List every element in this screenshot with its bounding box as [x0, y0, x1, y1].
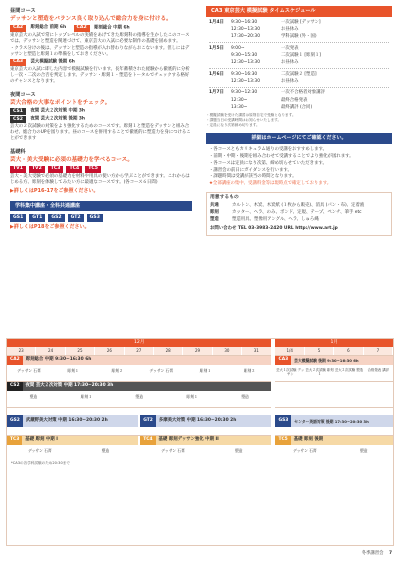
- gs-cta-link[interactable]: ▶詳しくはP18をご参照ください。: [10, 223, 90, 230]
- tag-ca3-text: 芸大模擬試験 後期 6h: [30, 59, 75, 64]
- calendar-body-month2: [275, 355, 393, 459]
- calendar-row-ca3: CA3 芸大模擬試験 後期 9:30~16:30 6h 芸大１次試験 デッサン 芸大２次試験 彫刻１ 芸大２次試験 塑造 合格発表 講評: [275, 355, 393, 381]
- footer: [362, 551, 392, 557]
- tag-tv2: TV2: [29, 166, 45, 173]
- info-list: [206, 144, 392, 191]
- calendar-box: [6, 338, 394, 546]
- tag-cs1-text: 夜間 芸大２次対策 中期 3h: [30, 108, 86, 114]
- schedule-row: 1月4日 9:30~16:30 一次試験 [デッサン]: [209, 19, 321, 25]
- calendar-days1: 23 24 25 26 27 28 29 30 31: [7, 347, 271, 354]
- schedule-row: 17:30~20:30 学科試験 (外・国): [231, 34, 317, 40]
- basic-para: 芸大・美大受験で必須の基礎力を材料や用具の使い方から学ぶことができます。これからはじめる方、彫刻を体験してみたい方に最適なコースです。(各コース６日間): [10, 174, 190, 185]
- info-band: 詳細はホームページにてご確認ください。: [206, 133, 392, 144]
- basic-cta-link[interactable]: ▶詳しくはP16-17をご参照ください。: [10, 187, 99, 194]
- day-para: 東京芸大の入試で常にトップレベルの実績をあげてきた彫刻科の指導を生かしたこのコースでは、デッサンと塑造を関連づけて、東京芸大の入試に必要な制作の基礎を固めます。: [10, 32, 190, 44]
- tag-tc4: TC4: [66, 166, 82, 173]
- tag-gt1: GT1: [29, 214, 45, 221]
- right-column: [206, 6, 392, 236]
- divider: [209, 68, 389, 69]
- basic-tags-row: [10, 166, 192, 173]
- schedule-row: 1月6日 9:30~16:30 二次試験２ [塑造]: [209, 71, 317, 77]
- tag-ca2-b: CA2: [74, 25, 90, 32]
- materials-row: 塑造 塑造用具、塑像用アングル、ヘラ、しゅろ縄: [210, 217, 319, 223]
- tag-ca2-a: CA2: [10, 25, 26, 32]
- calendar-row-cs2: CS2 夜間 芸大２次対策 中期 17:30~20:30 3h 塑造 彫刻１ 塑造 彫刻１ 塑造: [7, 381, 271, 407]
- tag-ca3: CA3: [10, 59, 26, 66]
- tag-gt2: GT2: [68, 214, 84, 221]
- night-tag2-row: [10, 116, 192, 123]
- tag-ca2-a-text: 彫刻総合 前期 6h: [30, 25, 67, 31]
- tag-cs2-text: 夜間 芸大２次対策 後期 3h: [30, 116, 86, 122]
- schedule-title: CA3 東京芸大 模擬試験 タイムスケジュール: [206, 6, 392, 17]
- day-para2: 東京芸大の入試に即した内容で模擬試験を行います。長年蓄積された経験から徹底的に分析し一次・二次の合否を判定します。デッサン・彫刻１・塑造をトータルでチェックする格好のチャンスとなります。: [10, 66, 190, 84]
- day-bullet: ・クラス分けの後は、デッサンと塑造の指導が入れ替わりながらおこないます。但しにはデッサンと塑造と彫刻１の準備をしておきください。: [10, 45, 190, 57]
- info-line: ・各コースは定員になり次第、締め切らせていただきます。: [209, 160, 327, 166]
- tag-tc3: TC3: [48, 166, 64, 173]
- contact-info: お問い合わせ TEL 03-3983-2420 URL http://www.art.jp: [210, 225, 338, 231]
- schedule-row: 12:30~13:30 お昼休み: [231, 78, 299, 84]
- calendar-month2: 1月: [275, 339, 393, 347]
- tag-cs1: CS1: [10, 108, 26, 115]
- tag-gs2: GS2: [48, 214, 64, 221]
- calendar-row-tc3-tc4: TC3 基礎 彫刻 中期 I デッサン 石膏 塑造 TC4 基礎 彫刻デッサン強化 中期 II デッサン 石膏 塑造: [7, 435, 271, 459]
- night-highlight: 芸大合格の大事なポイントをチェック。: [10, 99, 111, 106]
- tag-tc5: TC5: [85, 166, 101, 173]
- tag-ca2-b-text: 彫刻総合 中期 6h: [94, 25, 130, 31]
- materials-row: 彫刻 カッター、ヘラ、のみ、ボンド、定規、テープ、ペンチ、筆手 etc: [210, 209, 362, 215]
- schedule-note: ・課題当日の受講時間はお知らせいたします。: [206, 118, 282, 123]
- left-column: [10, 8, 192, 230]
- schedule-row: 1月5日 9:00~ 一次発表: [209, 45, 299, 51]
- calendar-month2-block: [275, 339, 393, 355]
- calendar-month2-empty: [275, 381, 393, 407]
- materials-title: 用意するもの: [210, 195, 239, 201]
- gs-band: 学科集中講座・全科共通講座: [10, 201, 192, 212]
- calendar-header: [7, 339, 393, 355]
- schedule-row: 9:30~15:30 二次試験１ [彫刻１]: [231, 52, 321, 58]
- tag-gs3: GS3: [87, 214, 103, 221]
- calendar-body: [7, 355, 393, 459]
- schedule-list: [206, 17, 392, 113]
- tag-cs2: CS2: [10, 116, 26, 123]
- info-line: ・各コースともカリキュラム通りの受講をおすすめします。: [209, 146, 327, 152]
- info-line: ★全部講座の集中、受講料金等は現時点で確定しております。: [209, 181, 332, 187]
- divider: [209, 87, 389, 88]
- calendar-note: *CA3の各学科試験のため20:30まで: [11, 460, 70, 465]
- footer-label: 冬季講習会: [361, 551, 384, 557]
- calendar-row-gs2-gt2: GS2 武蔵野美大対策 中期 16:30~20:30 2h GT2 多摩美大対策 中期 16:30~20:30 2h: [7, 407, 271, 435]
- calendar-row-tc5: TC5 基礎 彫刻 後期 デッサン 石膏 塑造: [275, 435, 393, 459]
- divider: [209, 42, 389, 43]
- info-line: ・講習会の前日にガイダンスを行います。: [209, 167, 292, 173]
- night-tag1-row: [10, 108, 192, 115]
- day-highlight: デッサンと塑造をバランス良く取り込んで総合力を身に付ける。: [10, 16, 172, 23]
- basic-highlight: 芸大・美大受験に必須の基礎力を学べるコース。: [10, 157, 133, 164]
- calendar-month1: 12月: [7, 339, 271, 347]
- day-course-heading: 昼間コース: [10, 8, 36, 14]
- tag-tv1: TV1: [10, 166, 26, 173]
- calendar-days2: 1/4 5 6 7: [275, 347, 393, 354]
- basic-course-heading: 基礎科: [10, 149, 26, 156]
- schedule-note: ・模擬試験を受けた講習は原則自宅で受験となります。: [206, 113, 296, 118]
- materials-box: [206, 192, 392, 235]
- calendar-body-month1: [7, 355, 271, 459]
- schedule-note: ・定員になり次第締め切ります。: [206, 123, 260, 128]
- day-tag3-row: [10, 59, 192, 66]
- schedule-row: 12:30~13:30 お昼休み: [231, 27, 299, 33]
- calendar-row-gs3: GS3 センター英語対策 後期 17:30~20:30 3h: [275, 407, 393, 435]
- schedule-row: 13:30~ 最終講評 (合同): [231, 104, 313, 110]
- calendar-row-ca2: CA2 彫刻総合 中期 9:30~16:30 6h デッサン 石膏 彫刻１ 彫刻２ デッサン 石膏 彫刻１ 彫刻２: [7, 355, 271, 381]
- materials-row: 共通 カルトン、木炭、木炭紙 (１枚から販売)、消具 (パン・布)、定着液: [210, 202, 365, 208]
- schedule-row: 1月7日 9:30~12:30 一次不合格者対象講評: [209, 90, 325, 96]
- schedule-row: 12:30~ 最終合格発表: [231, 97, 308, 103]
- night-course-heading: 夜間コース: [10, 91, 36, 98]
- tag-gs1: GS1: [10, 214, 26, 221]
- gs-tags-row: [10, 214, 192, 221]
- day-tags-row: [10, 25, 192, 32]
- night-para: 芸大の２次試験の対策をより強化するためのコースです。彫刻１と塑造をデッサンと組み合わせ、総合力のUPを図ります。昼のコースを併用することで徹底的に塑造力を身につけることができます: [10, 124, 191, 142]
- page-number: 7: [388, 551, 392, 557]
- info-line: ・課題時間は受講が該当の時間となります。: [209, 174, 297, 180]
- calendar-month1-block: [7, 339, 271, 355]
- schedule-row: 12:30~13:30 お昼休み: [231, 60, 299, 66]
- info-line: ・前期・中期・後期を組み合わせて受講することでより強化が図れます。: [209, 153, 354, 159]
